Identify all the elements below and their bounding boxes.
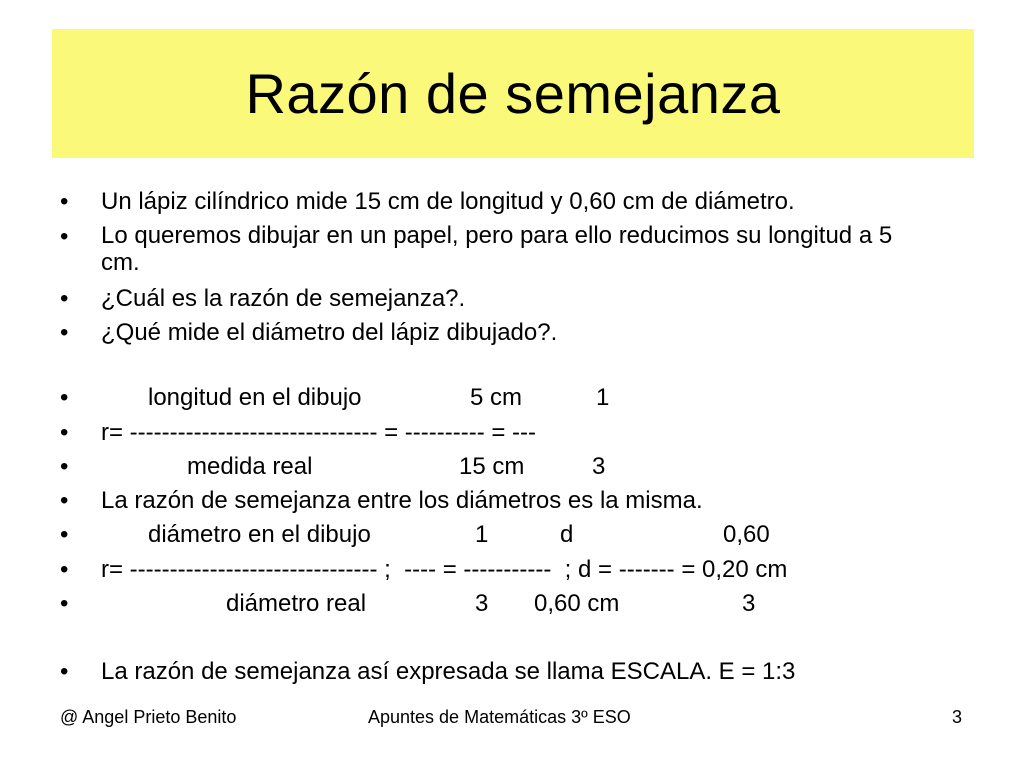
bullet-text: La razón de semejanza entre los diámetros es la misma.	[101, 487, 703, 514]
numerator-b: d	[560, 521, 574, 548]
fraction-line: r= ------------------------------- ; ---- = ----------- ; d = ------- = 0,20 cm	[101, 556, 788, 583]
denominator-simplified: 3	[592, 453, 606, 480]
denominator-a: 3	[475, 590, 489, 617]
numerator-label: diámetro en el dibujo	[148, 521, 371, 548]
numerator-value: 5 cm	[470, 384, 523, 411]
denominator-value: 15 cm	[459, 453, 525, 480]
denominator-label: diámetro real	[226, 590, 367, 617]
bullet-text: ¿Cuál es la razón de semejanza?.	[101, 285, 466, 312]
numerator-a: 1	[475, 521, 489, 548]
bullet-marker: •	[60, 384, 69, 411]
footer-author: @ Angel Prieto Benito	[60, 707, 237, 727]
bullet-marker: •	[60, 319, 69, 346]
denominator-c: 3	[742, 590, 756, 617]
bullet-marker: •	[60, 658, 69, 685]
slide-title: Razón de semejanza	[245, 62, 781, 125]
bullet-text: Un lápiz cilíndrico mide 15 cm de longitud y 0,60 cm de diámetro.	[101, 188, 795, 215]
conclusion-text: La razón de semejanza así expresada se llama ESCALA. E = 1:3	[101, 658, 796, 685]
numerator-c: 0,60	[723, 521, 770, 548]
numerator-simplified: 1	[596, 384, 610, 411]
numerator-label: longitud en el dibujo	[148, 384, 362, 411]
bullet-marker: •	[60, 285, 69, 312]
bullet-text: Lo queremos dibujar en un papel, pero para ello reducimos su longitud a 5 cm.	[101, 222, 893, 276]
bullet-marker: •	[60, 521, 69, 548]
fraction-line: r= ------------------------------- = ---------- = ---	[101, 419, 537, 446]
bullet-marker: •	[60, 590, 69, 617]
denominator-label: medida real	[187, 453, 313, 480]
bullet-text: ¿Qué mide el diámetro del lápiz dibujado?.	[101, 319, 558, 346]
denominator-b: 0,60 cm	[534, 590, 620, 617]
bullet-marker: •	[60, 556, 69, 583]
bullet-marker: •	[60, 223, 69, 250]
bullet-marker: •	[60, 453, 69, 480]
footer-page-number: 3	[952, 707, 963, 727]
bullet-marker: •	[60, 419, 69, 446]
footer-course: Apuntes de Matemáticas 3º ESO	[368, 707, 631, 727]
bullet-marker: •	[60, 188, 69, 215]
bullet-marker: •	[60, 487, 69, 514]
